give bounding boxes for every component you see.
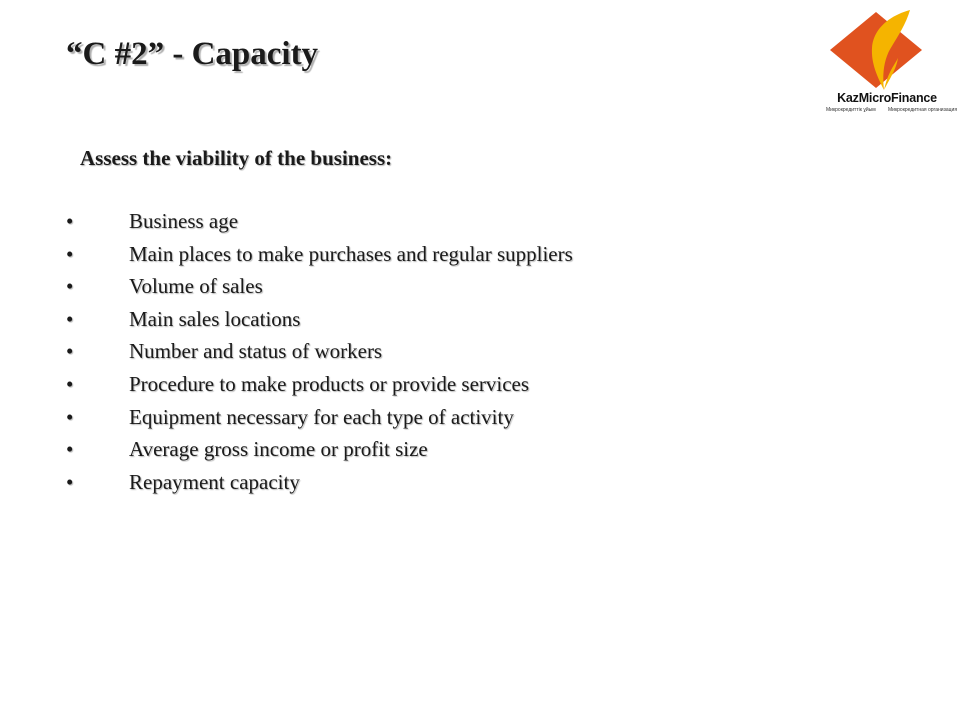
bullet-text: Procedure to make products or provide services	[129, 371, 530, 396]
bullet-icon: •	[66, 241, 74, 266]
slide-title: “C #2” - Capacity	[66, 36, 319, 72]
slide-subtitle: Assess the viability of the business:	[80, 146, 393, 170]
bullet-icon: •	[66, 306, 74, 331]
bullet-text: Equipment necessary for each type of activity	[129, 404, 514, 429]
bullet-text: Main sales locations	[129, 306, 301, 331]
bullet-icon: •	[66, 274, 74, 299]
bullet-icon: •	[66, 339, 74, 364]
bullet-text: Volume of sales	[129, 274, 263, 299]
logo-tagline-russian: Микрокредитная организация	[888, 107, 958, 113]
logo-tagline-kazakh: Микрокредиттік ұйым	[826, 107, 876, 113]
bullet-text: Business age	[129, 209, 239, 233]
bullet-text: Repayment capacity	[129, 469, 300, 494]
bullet-icon: •	[66, 371, 74, 396]
bullet-icon: •	[66, 437, 74, 462]
bullet-text: Average gross income or profit size	[129, 437, 428, 462]
logo-wordmark: KazMicroFinance	[837, 91, 937, 105]
bullet-icon: •	[66, 469, 74, 494]
company-logo	[818, 8, 956, 118]
bullet-icon: •	[66, 404, 74, 429]
bullet-icon: •	[66, 209, 74, 233]
logo-mark-icon	[818, 8, 956, 92]
bullet-text: Main places to make purchases and regular suppliers	[129, 241, 573, 266]
bullet-text: Number and status of workers	[129, 339, 383, 364]
